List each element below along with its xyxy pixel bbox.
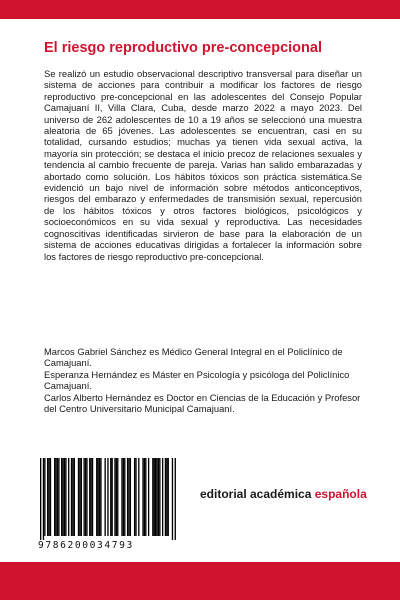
- barcode-bar: [107, 458, 108, 536]
- isbn-number: 9786200034793: [38, 540, 134, 551]
- barcode-bar: [158, 458, 159, 536]
- barcode-bar: [74, 458, 75, 536]
- barcode-bar: [152, 458, 153, 536]
- barcode-bar: [50, 458, 51, 536]
- barcode-bar: [40, 458, 41, 540]
- barcode-bar: [121, 458, 122, 536]
- barcode-bar: [104, 458, 105, 536]
- barcode-bar: [83, 458, 84, 536]
- barcode-bar: [168, 458, 169, 536]
- barcode-bar: [89, 458, 90, 536]
- barcode-bar: [58, 458, 59, 536]
- barcode-bar: [175, 458, 176, 540]
- barcode-bar: [127, 458, 128, 536]
- top-color-band: [0, 0, 400, 19]
- barcode-bar: [172, 458, 173, 540]
- barcode-bar: [166, 458, 167, 536]
- barcode-bar: [110, 458, 111, 536]
- barcode-bar: [99, 458, 100, 536]
- barcode-bar: [43, 458, 44, 540]
- barcode-bar: [124, 458, 125, 536]
- barcode-bar: [156, 458, 157, 536]
- barcode-bar: [165, 458, 166, 536]
- barcode-bar: [81, 458, 82, 536]
- publisher-name: editorial académica: [200, 487, 315, 501]
- barcode-bar: [162, 458, 163, 536]
- barcode-bar: [117, 458, 118, 536]
- author-bios: [44, 346, 364, 414]
- barcode-bars: [38, 456, 178, 540]
- book-synopsis: Se realizó un estudio observacional descriptivo transversal para diseñar un sistema de acciones para contribuir a modificar los factores de riesgo reproductivo pre-concepcional en las adolescentes del Consejo Popular Camajuaní II, Villa Clara, Cuba, desde marzo 2022 a mayo 2023. Del universo de 262 adolescentes de 10 a 19 años se seleccionó una muestra aleatoria de 65 jóvenes. Las adolescentes se encuentran, casi en su totalidad, cursando estudios; muchas ya tienen vida sexual activa, la mayoría sin protección; se destaca el inicio precoz de relaciones sexuales y tendencia al cambio frecuente de pareja. Varias han salido embarazadas y abortado como solución. Los hábitos tóxicos son práctica sistemática.Se evidenció un bajo nivel de información sobre métodos anticonceptivos, riesgos del embarazo y enfermedades de transmisión sexual, repercusión de los hábitos tóxicos y otros factores biológicos, psicológicos y socioeconómicos en su vida sexual y reproductiva. Las necesidades cognoscitivas identificadas sirvieron de base para la elaboración de un sistema de acciones educativas dirigidas a fortalecer la información sobre los factores de riesgo reproductivo pre-concepcional.: [44, 68, 362, 262]
- barcode-bar: [55, 458, 56, 536]
- barcode-bar: [47, 458, 48, 536]
- barcode-bar: [138, 458, 139, 536]
- barcode-bar: [100, 458, 101, 536]
- barcode-bar: [96, 458, 97, 536]
- barcode-bar: [92, 458, 93, 536]
- barcode-bar: [72, 458, 73, 536]
- barcode-bar: [159, 458, 160, 536]
- barcode-bar: [116, 458, 117, 536]
- book-title: El riesgo reproductivo pre-concepcional: [44, 40, 322, 56]
- barcode-bar: [155, 458, 156, 536]
- barcode-bar: [79, 458, 80, 536]
- barcode-bar: [57, 458, 58, 536]
- barcode-bar: [68, 458, 69, 536]
- bottom-color-band: [0, 562, 400, 600]
- barcode-bar: [48, 458, 49, 536]
- barcode-bar: [44, 458, 45, 536]
- barcode-bar: [145, 458, 146, 536]
- barcode-bar: [86, 458, 87, 536]
- barcode-bar: [123, 458, 124, 536]
- isbn-barcode: [38, 456, 178, 556]
- barcode-bar: [128, 458, 129, 536]
- barcode-bar: [148, 458, 149, 536]
- barcode-bar: [85, 458, 86, 536]
- author-bio: Carlos Alberto Hernández es Doctor en Ciencias de la Educación y Profesor del Centro Universitario Municipal Camajuaní.: [44, 391, 361, 415]
- publisher-logo: [200, 487, 390, 501]
- barcode-bar: [71, 458, 72, 536]
- barcode-bar: [78, 458, 79, 536]
- barcode-bar: [65, 458, 66, 536]
- barcode-bar: [62, 458, 63, 536]
- barcode-bar: [144, 458, 145, 536]
- barcode-bar: [114, 458, 115, 536]
- author-bio: Esperanza Hernández es Máster en Psicología y psicóloga del Policlínico Camajuaní.: [44, 368, 350, 392]
- barcode-bar: [64, 458, 65, 536]
- barcode-bar: [154, 458, 155, 536]
- barcode-bar: [130, 458, 131, 536]
- author-bio: Marcos Gabriel Sánchez es Médico General Integral en el Policlínico de Camajuaní.: [44, 346, 343, 369]
- barcode-bar: [112, 458, 113, 536]
- barcode-bar: [54, 458, 55, 536]
- barcode-bar: [61, 458, 62, 536]
- barcode-bar: [90, 458, 91, 536]
- barcode-bar: [142, 458, 143, 536]
- barcode-bar: [135, 458, 136, 536]
- barcode-bar: [134, 458, 135, 536]
- barcode-bar: [97, 458, 98, 536]
- publisher-name-accent: española: [314, 487, 367, 501]
